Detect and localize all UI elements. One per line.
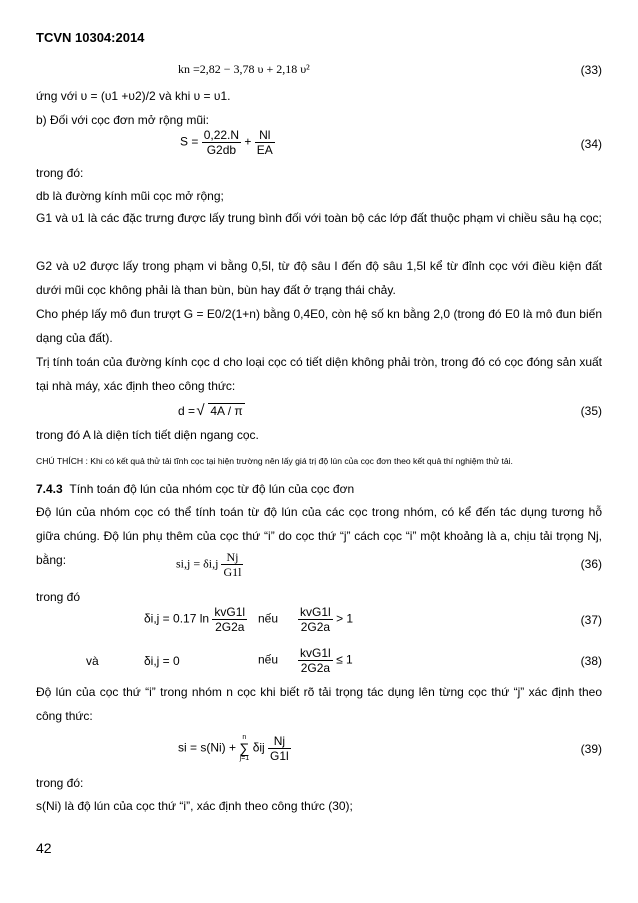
equation-37 bbox=[144, 605, 247, 634]
page-number: 42 bbox=[36, 840, 52, 856]
where-label-1: trong đó: bbox=[36, 166, 84, 180]
equation-39-lhs: si = s(Ni) + bbox=[178, 740, 237, 755]
equation-36-fraction bbox=[221, 550, 243, 579]
equation-37-number: (37) bbox=[580, 613, 602, 627]
equation-34-lhs: S = bbox=[180, 134, 199, 149]
equation-37-condition bbox=[258, 605, 353, 634]
paragraph-pile-i: Độ lún của cọc thứ “i” trong nhóm n cọc khi biết rõ tải trọng tác dụng lên từng cọc thứ “j” xác định theo công thức: bbox=[36, 685, 602, 723]
equation-33-expr: kn =2,82 − 3,78 υ + 2,18 υ² bbox=[178, 62, 310, 76]
equation-37-condition-fraction bbox=[298, 605, 333, 634]
equation-38-condition bbox=[258, 646, 353, 675]
fraction-numerator: kvG1l bbox=[214, 605, 246, 619]
equation-37-lhs: δi,j = 0.17 ln bbox=[144, 611, 210, 626]
fraction-denominator: 2G2a bbox=[300, 661, 331, 675]
equation-39-number: (39) bbox=[580, 742, 602, 756]
fraction-numerator: kvG1l bbox=[300, 605, 331, 619]
where-label-3: trong đó: bbox=[36, 776, 84, 790]
fraction-denominator: G1l bbox=[223, 565, 242, 579]
paragraph-group: Độ lún của nhóm cọc có thể tính toán từ độ lún của các cọc trong nhóm, có kể đến tác dụng tương hỗ giữa chúng. Độ lún phụ thêm của cọc thứ “i” do cọc thứ “j” cách cọc “i” một khoảng là a, chịu tải trọng Nj, bằng: bbox=[36, 505, 602, 567]
fraction-numerator: Nj bbox=[268, 734, 291, 749]
equation-34-plus: + bbox=[244, 134, 252, 149]
equation-34-fraction-1 bbox=[202, 128, 241, 157]
where-label-2: trong đó bbox=[36, 590, 81, 604]
equation-36-number: (36) bbox=[580, 557, 602, 571]
equation-38-condition-fraction bbox=[298, 646, 333, 675]
equation-33-number: (33) bbox=[580, 63, 602, 77]
definition-s-ni: s(Ni) là độ lún của cọc thứ “i”, xác định theo công thức (30); bbox=[36, 799, 353, 813]
condition-word: nếu bbox=[258, 652, 279, 667]
sum-lower-limit: j=1 bbox=[239, 755, 250, 762]
section-number: 7.4.3 bbox=[36, 482, 63, 496]
condition-relation: ≤ 1 bbox=[336, 652, 353, 667]
equation-36-lhs: si,j = δi,j bbox=[176, 556, 219, 571]
sqrt-icon bbox=[198, 404, 244, 418]
equation-38-number: (38) bbox=[580, 654, 602, 668]
paragraph-shear-modulus: Cho phép lấy mô đun trượt G = E0/2(1+n) bằng 0,4E0, còn hệ số kn bằng 2,0 (trong đó E0 là mô đun biến dạng của đất). bbox=[36, 307, 602, 345]
equation-39 bbox=[178, 734, 291, 763]
equation-34-number: (34) bbox=[580, 137, 602, 151]
equation-35-number: (35) bbox=[580, 404, 602, 418]
paragraph-case-b: b) Đối với cọc đơn mở rộng mũi: bbox=[36, 113, 209, 127]
fraction-denominator: EA bbox=[256, 143, 273, 157]
equation-38-lhs: δi,j = 0 bbox=[144, 654, 180, 668]
equation-38-and: và bbox=[86, 654, 99, 668]
sum-upper-limit: n bbox=[242, 734, 247, 741]
definition-db: db là đường kính mũi cọc mở rộng; bbox=[36, 189, 224, 203]
equation-39-delta: δij bbox=[252, 740, 265, 755]
standard-header: TCVN 10304:2014 bbox=[36, 30, 145, 45]
condition-relation: > 1 bbox=[336, 611, 354, 626]
fraction-denominator: G1l bbox=[270, 749, 289, 763]
section-title: Tính toán độ lún của nhóm cọc từ độ lún của cọc đơn bbox=[69, 482, 355, 496]
definition-g2: G2 và υ2 được lấy trong phạm vi bằng 0,5l, từ độ sâu l đến độ sâu 1,5l kể từ đỉnh cọc với điều kiện đất dưới mũi cọc không phải là than bùn, bùn hay đất ở trạng thái chảy. bbox=[36, 259, 602, 297]
fraction-denominator: 2G2a bbox=[215, 620, 245, 634]
paragraph-condition: ứng với υ = (υ1 +υ2)/2 và khi υ = υ1. bbox=[36, 89, 231, 103]
definition-g1: G1 và υ1 là các đặc trưng được lấy trung bình đối với toàn bộ các lớp đất thuộc phạm vi chiều sâu hạ cọc; bbox=[36, 211, 602, 225]
fraction-numerator: Nj bbox=[221, 550, 243, 565]
paragraph-diameter: Trị tính toán của đường kính cọc d cho loại cọc có tiết diện không phải tròn, trong đó có cọc đóng sản xuất tại nhà máy, xác định theo công thức: bbox=[36, 355, 602, 393]
equation-33 bbox=[178, 62, 310, 77]
definition-area: trong đó A là diện tích tiết diện ngang cọc. bbox=[36, 428, 259, 442]
fraction-denominator: 2G2a bbox=[300, 620, 331, 634]
sum-icon: n ∑ j=1 bbox=[239, 734, 250, 762]
equation-35-lhs: d = bbox=[178, 404, 196, 418]
equation-37-fraction bbox=[212, 605, 247, 634]
fraction-numerator: 0,22.N bbox=[203, 128, 240, 142]
equation-35-radicand: 4A / π bbox=[210, 404, 243, 418]
fraction-numerator: Nl bbox=[255, 128, 275, 143]
equation-34-fraction-2 bbox=[255, 128, 275, 157]
fraction-numerator: kvG1l bbox=[300, 646, 331, 660]
equation-34 bbox=[180, 128, 275, 157]
equation-39-fraction bbox=[268, 734, 291, 763]
equation-35 bbox=[178, 404, 245, 418]
note: CHÚ THÍCH : Khi có kết quả thử tải tĩnh cọc tại hiện trường nên lấy giá trị độ lún của cọc đơn theo kết quả thí nghiệm thử tải. bbox=[36, 456, 513, 466]
equation-36 bbox=[176, 550, 243, 579]
section-heading bbox=[36, 482, 354, 496]
fraction-denominator: G2db bbox=[206, 143, 237, 157]
condition-word: nếu bbox=[258, 611, 279, 626]
